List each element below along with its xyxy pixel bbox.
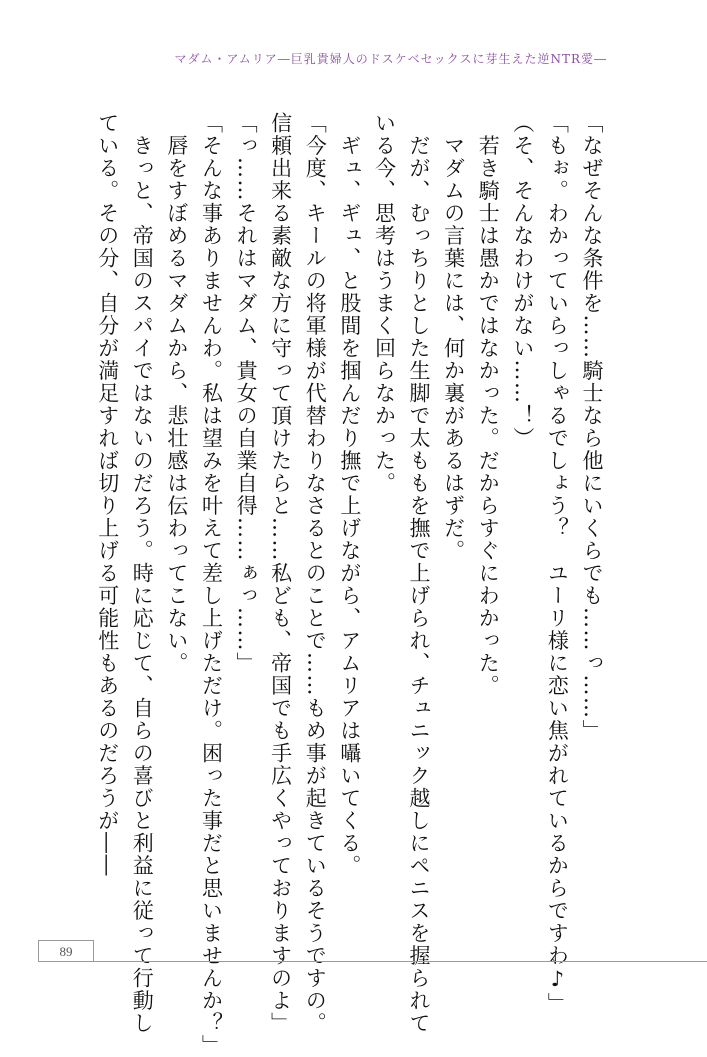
running-header: マダム・アムリア―巨乳貴婦人のドスケベセックスに芽生えた逆NTR愛― (174, 52, 607, 66)
text-line: 「なぜそんな条件を……騎士なら他にいくらでも……っ……」 (580, 112, 604, 742)
page-number-tab (38, 940, 94, 962)
text-line: いる今、思考はうまく回らなかった。 (372, 112, 397, 495)
body-text (95, 112, 609, 1057)
text-line: マダムの言葉には、何か裏があるはずだ。 (441, 112, 466, 562)
text-line: （そ、そんなわけがない……！） (510, 112, 535, 450)
text-line: だが、むっちりとした生脚で太ももを撫で上げられ、チュニック越しにペニスを握られて (407, 112, 432, 1035)
text-line: 「もぉ。わかっていらっしゃるでしょう？ ユーリ様に恋い焦がれているからですわ♪」 (545, 112, 570, 1015)
footer-rule (38, 961, 707, 962)
page-number: 89 (59, 944, 73, 959)
text-line: 「今度、キールの将軍様が代替わりなさるとのことで……もめ事が起きているそうですの。 (303, 112, 328, 1035)
text-line: 若き騎士は愚かではなかった。だからすぐにわかった。 (476, 112, 501, 697)
text-line: ギュ、ギュ、と股間を掴んだり撫で上げながら、アムリアは囁いてくる。 (337, 112, 362, 877)
text-line: きっと、帝国のスパイではないのだろう。時に応じて、自らの喜びと利益に従って行動し (130, 112, 155, 1035)
text-line: 「そんな事ありませんわ。私は望みを叶えて差し上げただけ。困った事だと思いませんか？」 (199, 112, 224, 1057)
text-line: 信頼出来る素敵な方に守って頂けたらと……私ども、帝国でも手広くやっておりますのよ」 (268, 112, 293, 1035)
text-line: 唇をすぼめるマダムから、悲壮感は伝わってこない。 (164, 112, 189, 675)
text-line: ている。その分、自分が満足すれば切り上げる可能性もあるのだろうが―― (95, 112, 120, 877)
text-line: 「っ……それはマダム、貴女の自業自得……ぁっ……」 (234, 112, 259, 675)
